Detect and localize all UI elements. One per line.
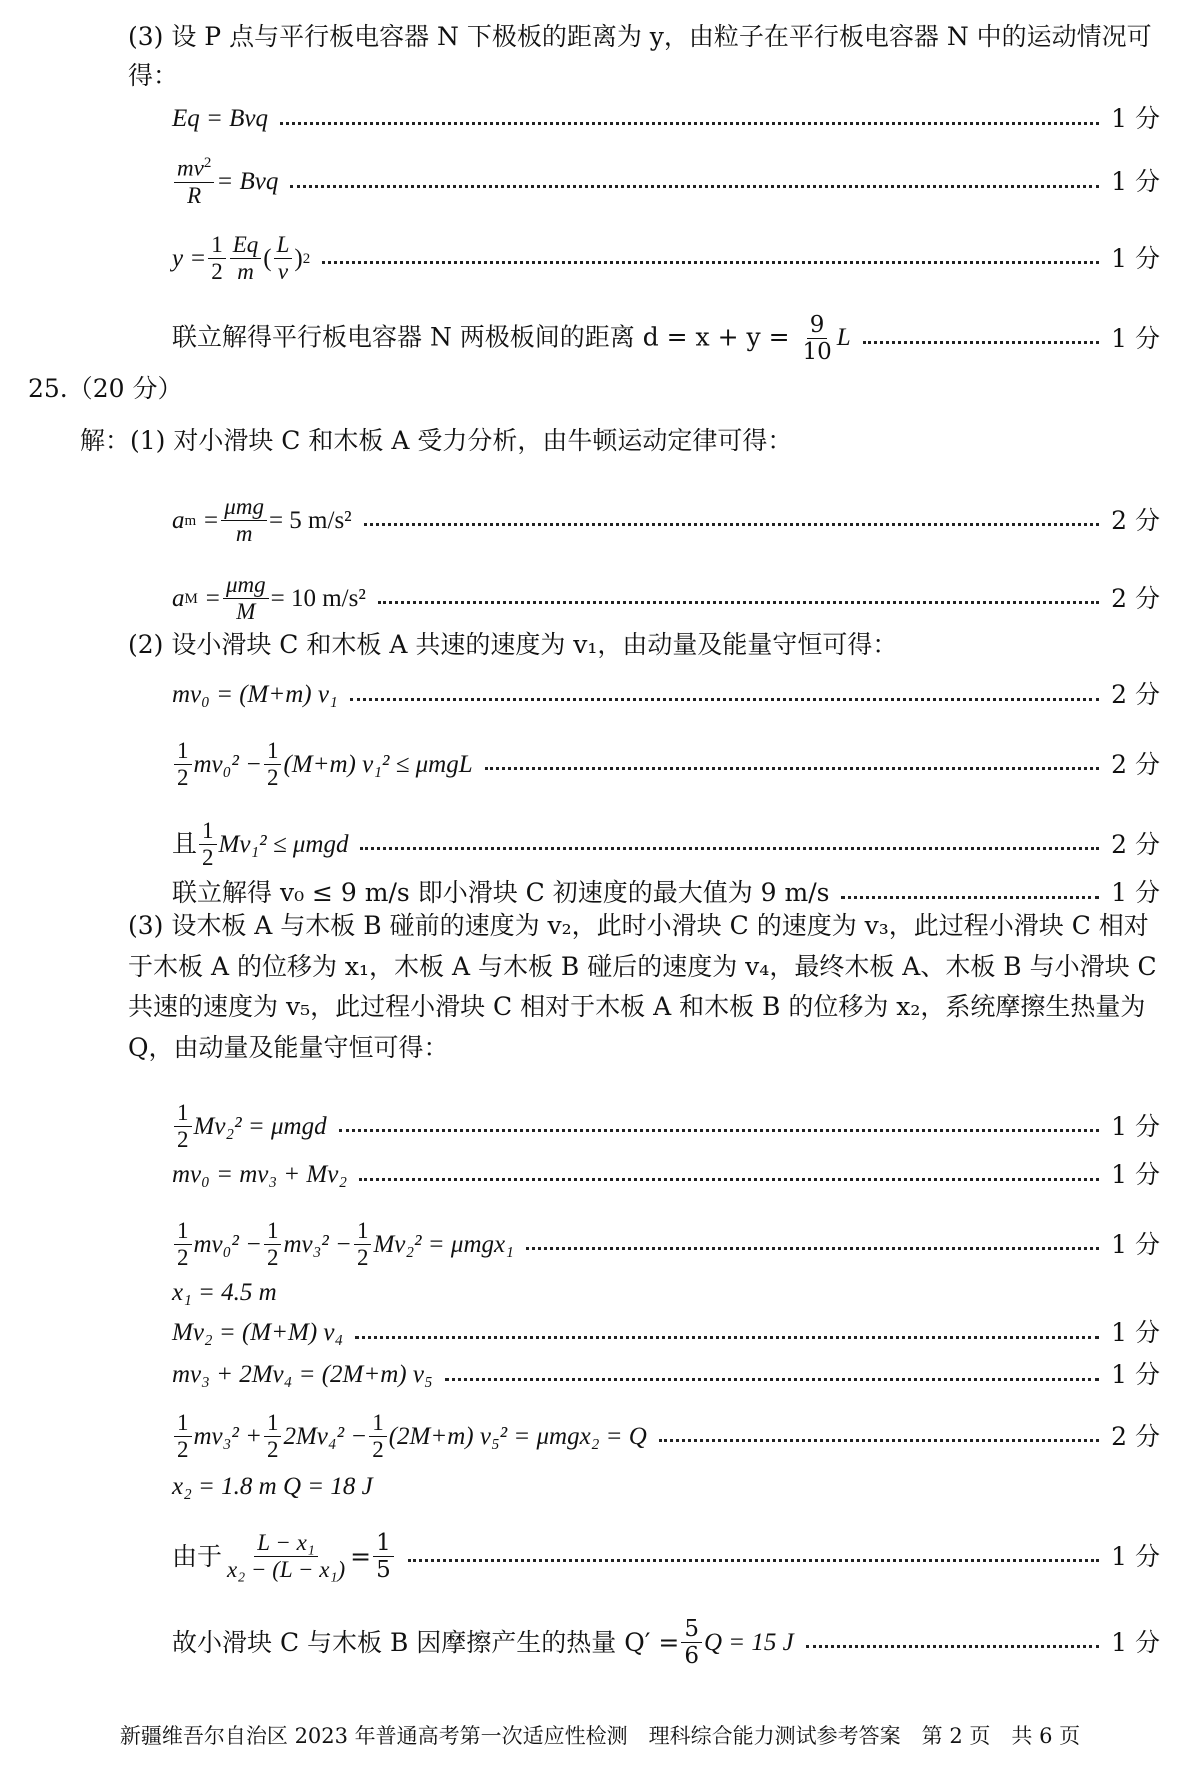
- score: 2 分: [1111, 505, 1160, 535]
- page-footer: 新疆维吾尔自治区 2023 年普通高考第一次适应性检测 理科综合能力测试参考答案 第 2 页 共 6 页: [119, 1724, 1081, 1748]
- score: 1 分: [1111, 1627, 1160, 1657]
- formula-line-g10: [0, 1616, 1200, 1670]
- dot-leader: [339, 1129, 1100, 1132]
- formula: mv₀ = mv₃ + Mv₂: [172, 1161, 348, 1188]
- dot-leader: [359, 1178, 1099, 1181]
- score: 1 分: [1111, 1541, 1160, 1571]
- formula: mv₃ + 2Mv₄ = (2M+m) v₅: [172, 1361, 433, 1388]
- fraction: $\frac{mv^2}{R}$: [174, 155, 214, 210]
- formula: [172, 155, 278, 210]
- score: 1 分: [1111, 167, 1160, 197]
- dot-leader: [526, 1247, 1099, 1250]
- formula: 由于 $\frac{\text{L − x₁}}{\text{x₂ − (L − x₁)}}$ = $\frac{1}{5}$: [172, 1530, 396, 1584]
- dot-leader: [360, 847, 1099, 850]
- dot-leader: [408, 1559, 1099, 1562]
- formula-line-2: [0, 155, 1200, 210]
- formula-line-g3: [0, 1218, 1200, 1272]
- formula-line-e4: [0, 878, 1200, 908]
- score: 1 分: [1111, 1360, 1160, 1389]
- unit: L: [836, 324, 851, 352]
- formula: $\frac{1}{2}$ mv₀² − $\frac{1}{2}$ (M+m) v₁² ≤ μmgL: [172, 738, 473, 792]
- formula-line-am: [0, 494, 1200, 548]
- score: 1 分: [1111, 878, 1160, 907]
- q25-part3: (3) 设木板 A 与木板 B 碰前的速度为 v₂，此时小滑块 C 的速度为 v₃，此过程小滑块 C 相对于木板 A 的位移为 x₁，木板 A 与木板 B 碰后的速度为 v₄，最终木板 A、木板 B 与小滑块 C 共速的速度为 v₅，此过程小滑块 C 相对于木板 A 和木板 B 的位移为 x₂，系统摩擦生热量为 Q，由动量及能量守恒可得：: [128, 911, 1157, 1062]
- formula-line-g5: [0, 1318, 1200, 1348]
- dot-leader: [322, 261, 1099, 264]
- dot-leader: [280, 122, 1099, 125]
- formula-text: 联立解得平行板电容器 N 两极板间的距离 d = x + y =: [172, 322, 790, 352]
- formula-line-e3: [0, 818, 1200, 872]
- formula-line-e2: [0, 738, 1200, 792]
- score: 1 分: [1111, 1160, 1160, 1189]
- score: 2 分: [1111, 680, 1160, 709]
- score: 2 分: [1111, 829, 1160, 859]
- formula-line-g8: [0, 1472, 1200, 1502]
- score: 2 分: [1111, 1421, 1160, 1451]
- dot-leader: [806, 1645, 1099, 1648]
- formula-line-aM: [0, 572, 1200, 626]
- dot-leader: [350, 698, 1099, 701]
- score: 2 分: [1111, 749, 1160, 779]
- formula: 联立解得平行板电容器 N 两极板间的距离 d = x + y = $\frac{9}{10}$ L: [172, 312, 851, 366]
- dot-leader: [659, 1439, 1099, 1442]
- formula: 故小滑块 C 与木板 B 因摩擦产生的热量 Q′ = $\frac{5}{6}$ Q = 15 J: [172, 1616, 794, 1670]
- formula: 且 $\frac{1}{2}$ Mv₁² ≤ μmgd: [172, 818, 349, 871]
- dot-leader: [355, 1336, 1099, 1339]
- q25-part1: 解：(1) 对小滑块 C 和木板 A 受力分析，由牛顿运动定律可得：: [80, 426, 793, 455]
- dot-leader: [863, 341, 1099, 344]
- dot-leader: [290, 185, 1099, 188]
- dot-leader: [364, 523, 1099, 526]
- formula-line-g9: [0, 1530, 1200, 1584]
- formula: mv₀ = (M+m) v₁: [172, 681, 338, 708]
- formula: a M = $\frac{\text{μmg}}{M}$ = 10 m/s²: [172, 572, 366, 625]
- formula: $\frac{1}{2}$ Mv₂² = μmgd: [172, 1100, 327, 1154]
- dot-leader: [841, 896, 1099, 899]
- formula-lhs: y =: [172, 244, 207, 272]
- score: 1 分: [1111, 323, 1160, 353]
- formula-line-g2: [0, 1160, 1200, 1190]
- formula-line-g4: [0, 1278, 1200, 1308]
- dot-leader: [485, 767, 1100, 770]
- formula-line-3: [0, 232, 1200, 286]
- dot-leader: [378, 601, 1099, 604]
- formula: Eq = Bvq: [172, 105, 269, 132]
- score: 2 分: [1111, 583, 1160, 613]
- score: 1 分: [1111, 1318, 1160, 1347]
- part3-intro: (3) 设 P 点与平行板电容器 N 下极板的距离为 y，由粒子在平行板电容器 N 中的运动情况可得：: [128, 22, 1152, 90]
- formula: y = $\frac{1}{2}$ $\frac{Eq}{m}$ ( $\frac{L}{v}$ ) 2: [172, 232, 311, 285]
- formula-line-g1: [0, 1100, 1200, 1154]
- formula-line-4: [0, 312, 1200, 366]
- formula: Mv₂ = (M+M) v₄: [172, 1319, 344, 1346]
- formula-line-1: [0, 104, 1200, 134]
- score: 1 分: [1111, 1111, 1160, 1141]
- score: 1 分: [1111, 1229, 1160, 1259]
- q25-part2: (2) 设小滑块 C 和木板 A 共速的速度为 v₁，由动量及能量守恒可得：: [128, 630, 898, 659]
- score: 1 分: [1111, 104, 1160, 133]
- formula: a m = $\frac{\text{μmg}}{m}$ = 5 m/s²: [172, 494, 352, 547]
- formula: $\frac{1}{2}$ mv₃² + $\frac{1}{2}$ 2Mv₄² − $\frac{1}{2}$ (2M+m) v₅² = μmgx₂ = Q: [172, 1410, 647, 1464]
- formula: $\frac{1}{2}$ mv₀² − $\frac{1}{2}$ mv₃² − $\frac{1}{2}$ Mv₂² = μmgx₁: [172, 1218, 514, 1272]
- formula: x₂ = 1.8 m Q = 18 J: [172, 1473, 373, 1500]
- formula: x₁ = 4.5 m: [172, 1279, 277, 1306]
- formula-rhs: = Bvq: [216, 168, 279, 196]
- formula-line-e1: [0, 680, 1200, 710]
- formula-line-g6: [0, 1360, 1200, 1390]
- question-25-title: 25.（20 分）: [28, 374, 183, 403]
- formula-line-g7: [0, 1410, 1200, 1464]
- formula: 联立解得 v₀ ≤ 9 m/s 即小滑块 C 初速度的最大值为 9 m/s: [172, 878, 830, 907]
- score: 1 分: [1111, 243, 1160, 273]
- dot-leader: [445, 1378, 1100, 1381]
